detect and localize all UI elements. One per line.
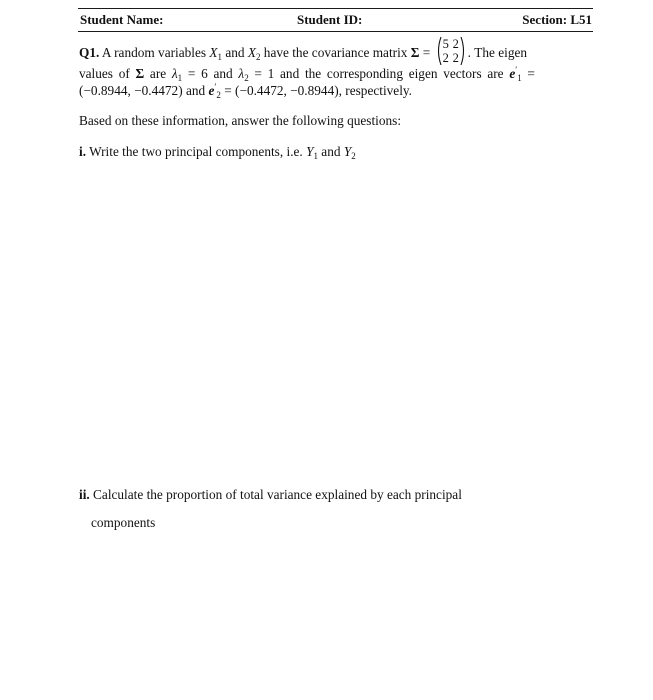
- instructions-line: Based on these information, answer the following questions:: [79, 113, 402, 128]
- header-top-rule: [78, 8, 593, 9]
- q1-line-3: (−0.8944, −0.4472) and $e'_2 = (-0.4472$, −0.8944), respectively.: [79, 82, 413, 100]
- student-id-label: Student ID:: [297, 12, 363, 27]
- part-ii-label: ii.: [79, 487, 90, 502]
- part-ii: ii. Calculate the proportion of total variance explained by each principal: [79, 487, 462, 502]
- covariance-matrix: [436, 36, 466, 66]
- matrix-cell-21: 2: [442, 51, 449, 65]
- part-i: i. Write the two principal components, i.e. $Y_1$ and $Y_2$: [79, 144, 356, 161]
- matrix-cell-11: 5: [442, 37, 449, 51]
- matrix-cell-12: 2: [452, 37, 459, 51]
- e2-value: = (−0.4472, −0.8944), respectively.: [220, 83, 413, 98]
- part-ii-continuation: components: [91, 515, 156, 530]
- section-label: Section: L51: [522, 12, 592, 27]
- matrix-parentheses: [436, 36, 466, 66]
- matrix-cell-22: 2: [452, 51, 459, 65]
- header-bottom-rule: [78, 31, 593, 32]
- part-i-label: i.: [79, 144, 87, 159]
- q1-line-1: Q1. A random variables $X_1$ and $X_2$ have the covariance matrix Σ = 5 2 2 2 . The eigen: [79, 37, 528, 65]
- header-row: [80, 12, 592, 30]
- student-name-label: Student Name:: [80, 12, 164, 27]
- q1-line-2: values of Σ are $\lambda_1 = 6$ and $\lambda_2 = 1$ and the corresponding eigen vectors are $e'_1$ =: [79, 65, 535, 83]
- e1-value: (−0.8944, −0.4472): [79, 83, 183, 98]
- question-number: Q1.: [79, 45, 100, 61]
